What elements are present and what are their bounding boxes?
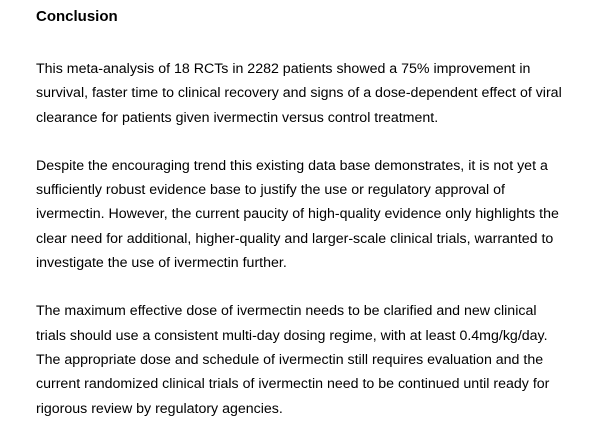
paragraph-dosing: The maximum effective dose of ivermectin needs to be clarified and new clinical trials should use a consistent multi-day dosing regime, with at least 0.4mg/kg/day. The appropriate dose and schedule of ivermectin still requires evaluation and the current randomized clinical trials of ivermectin need to be continued until ready for rigorous review by regulatory agencies. bbox=[36, 303, 550, 417]
paragraph-evidence: Despite the encouraging trend this existing data base demonstrates, it is not yet a sufficiently robust evidence base to justify the use or regulatory approval of ivermectin. However, the current paucity of high-quality evidence only highlights the clear need for additional, higher-quality and larger-scale clinical trials, warranted to investigate the use of ivermectin further. bbox=[36, 157, 559, 272]
document-page bbox=[36, 8, 584, 421]
paragraph-results: This meta-analysis of 18 RCTs in 2282 patients showed a 75% improvement in survival, faster time to clinical recovery and signs of a dose-dependent effect of viral clearance for patients given ivermectin versus control treatment. bbox=[36, 61, 562, 126]
section-heading: Conclusion bbox=[36, 8, 118, 25]
